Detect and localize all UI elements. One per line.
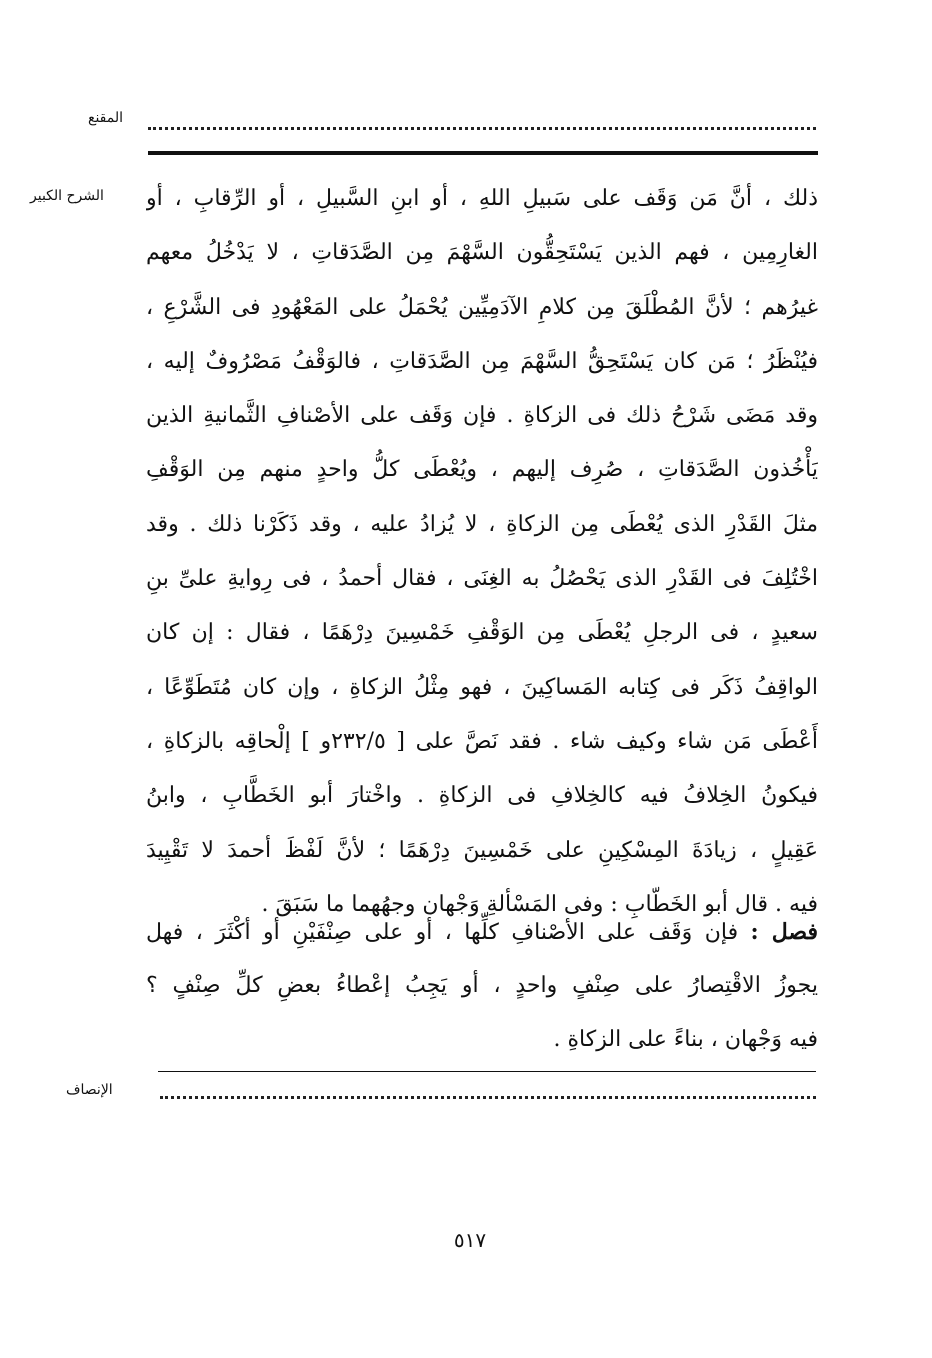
fasl-line: فيه وَجْهان ، بناءً على الزكاةِ .	[553, 1027, 818, 1052]
text-line: الغارِمِين ، فهم الذين يَسْتَحِقُّون السَّهْمَ مِن الصَّدَقاتِ ، لا يَدْخُلُ معهم	[146, 240, 818, 266]
margin-label-sharh: الشرح الكبير	[30, 188, 104, 204]
text-line: فيه . قال أبو الخَطّابِ : وفى المَسْألةِ وَجْهان وجهُهما ما سَبَقَ .	[261, 891, 818, 917]
top-rule	[148, 151, 818, 155]
text-line: الواقِفُ ذَكَر فى كِتابه المَساكِينَ ، فهو مِثْلُ الزكاةِ ، وإن كان مُتَطَوِّعًا ،	[146, 674, 818, 700]
fasl-section	[146, 905, 818, 1067]
fasl-line-text: فإن وَقَف على الأصْنافِ كلِّها ، أو على صِنْفَيْنِ أو أكْثَرَ ، فهل	[146, 920, 739, 945]
fasl-line	[146, 905, 818, 959]
text-line: فيُنْظَرُ ؛ مَن كان يَسْتَحِقُّ السَّهْمَ مِن الصَّدَقاتِ ، فالوَقْفُ مَصْرُوفٌ إليه ،	[146, 348, 818, 374]
text-line: غيرُهم ؛ لأنَّ المُطْلَقَ مِن كلامِ الآدَمِيِّين يُحْمَلُ على المَعْهُودِ فى الشَّرْعِ ،	[146, 294, 818, 320]
fasl-heading: فصل :	[750, 919, 818, 945]
margin-label-insaf: الإنصاف	[66, 1082, 113, 1098]
fasl-line: يجوزُ الاقْتِصارُ على صِنْفٍ واحدٍ ، أو يَجِبُ إعْطاءُ بعضِ كلِّ صِنْفٍ ؟	[146, 973, 818, 998]
margin-label-muqni: المقنع	[88, 110, 124, 126]
text-line: فيكونُ الخِلافُ فيه كالخِلافِ فى الزكاةِ . واخْتارَ أبو الخَطَّابِ ، وابنُ	[146, 783, 818, 809]
bottom-rule	[158, 1071, 816, 1072]
text-line: ذلك ، أنَّ مَن وَقَف على سَبيلِ اللهِ ، أو ابنِ السَّبيلِ ، أو الرِّقابِ ، أو	[146, 186, 818, 211]
text-line: يَأْخُذون الصَّدَقاتِ ، صُرِف إليهم ، ويُعْطَى كلُّ واحدٍ منهم مِن الوَقْفِ	[146, 457, 818, 483]
bottom-dotted-line	[160, 1096, 816, 1099]
text-line: اخْتُلِفَ فى القَدْرِ الذى يَحْصُلُ به الغِنَى ، فقال أحمدُ ، فى رِوايةِ علىِّ بنِ	[146, 566, 818, 592]
text-line: وقد مَضَى شَرْحُ ذلك فى الزكاةِ . فإن وَقَف على الأصْنافِ الثَّمانيةِ الذين	[146, 403, 818, 429]
page-number: ٥١٧	[453, 1228, 487, 1252]
text-line: مثلَ القَدْرِ الذى يُعْطَى مِن الزكاةِ ، لا يُزادُ عليه ، وقد ذَكَرْنا ذلك . وقد	[146, 511, 818, 537]
main-text	[146, 172, 818, 932]
top-dotted-line	[148, 127, 816, 130]
text-line: أَعْطَى مَن شاء وكيف شاء . فقد نَصَّ على [ ٢٣٢/٥و ] إلْحاقِه بالزكاةِ ،	[146, 728, 818, 754]
text-line: سعيدٍ ، فى الرجلِ يُعْطَى مِن الوَقْفِ خَمْسِينَ دِرْهَمًا ، فقال : إن كان	[146, 620, 818, 646]
text-line: عَقِيلٍ ، زيادَةَ المِسْكِينِ على خَمْسِينَ دِرْهَمًا ؛ لأنَّ لَفْظَ أحمدَ لا تَقْيِيدَ	[146, 837, 818, 863]
